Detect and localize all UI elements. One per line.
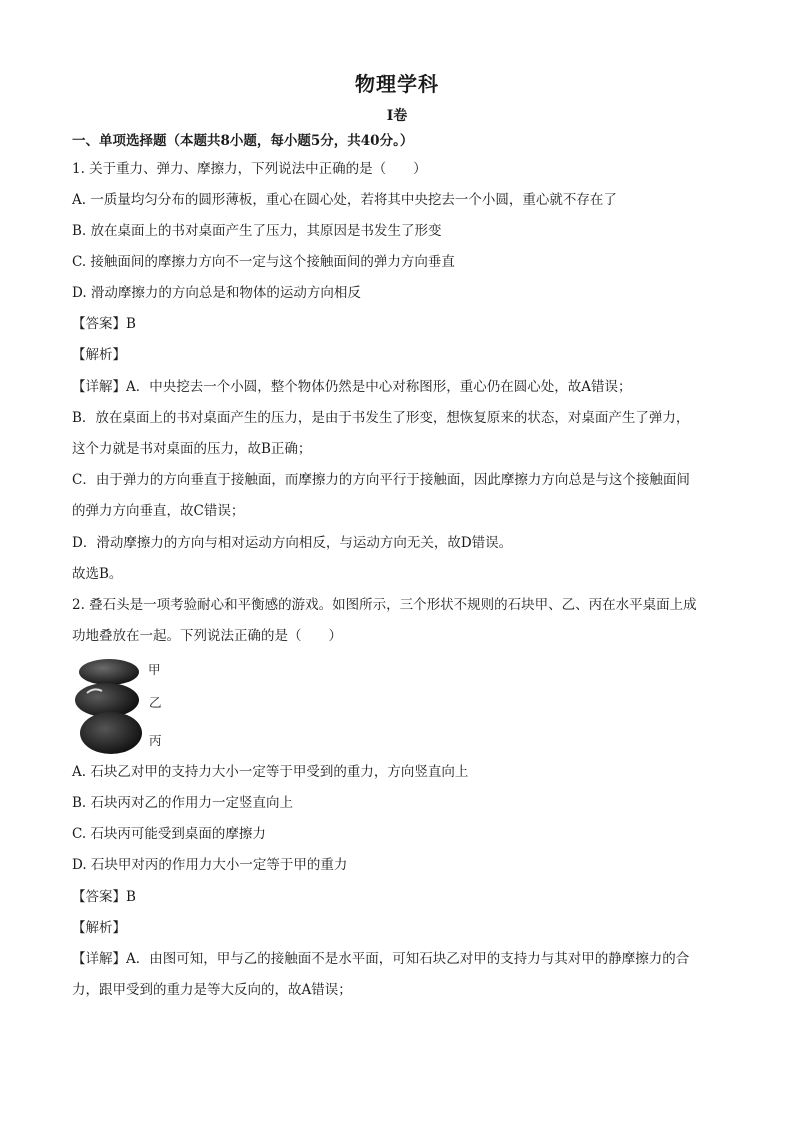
label-yi: 乙 bbox=[149, 695, 162, 710]
q2-option-d: D. 石块甲对丙的作用力大小一定等于甲的重力 bbox=[72, 857, 348, 873]
q1-option-b: B. 放在桌面上的书对桌面产生了压力，其原因是书发生了形变 bbox=[72, 223, 442, 239]
q1-conclusion: 故选B。 bbox=[72, 566, 123, 582]
q1-analysis-label: 【解析】 bbox=[72, 347, 126, 363]
q1-explanation-line: 的弹力方向垂直，故C错误； bbox=[72, 503, 245, 519]
q1-answer: 【答案】B bbox=[72, 316, 136, 332]
stone-jia bbox=[79, 659, 139, 685]
q2-answer: 【答案】B bbox=[72, 889, 136, 905]
q1-explanation-line: B．放在桌面上的书对桌面产生的压力，是由于书发生了形变，想恢复原来的状态，对桌面产生了弹力， bbox=[72, 410, 690, 426]
q2-option-c: C. 石块丙可能受到桌面的摩擦力 bbox=[72, 826, 266, 842]
stone-bing bbox=[80, 712, 142, 754]
q2-stem-line: 功地叠放在一起。下列说法正确的是（ ） bbox=[72, 628, 342, 644]
label-jia: 甲 bbox=[148, 662, 161, 677]
q2-stem-line: 2. 叠石头是一项考验耐心和平衡感的游戏。如图所示，三个形状不规则的石块甲、乙、丙在水平桌面上成 bbox=[72, 597, 697, 613]
label-bing: 丙 bbox=[149, 733, 162, 748]
q2-explanation-line: 【详解】A．由图可知，甲与乙的接触面不是水平面，可知石块乙对甲的支持力与其对甲的静摩擦力的合 bbox=[72, 951, 690, 967]
stone-yi bbox=[75, 683, 139, 717]
stacked-stones-figure bbox=[72, 657, 172, 757]
volume-label: I卷 bbox=[386, 108, 408, 124]
q1-stem: 1. 关于重力、弹力、摩擦力，下列说法中正确的是（ ） bbox=[72, 161, 427, 177]
q2-explanation-line: 力，跟甲受到的重力是等大反向的，故A错误； bbox=[72, 982, 352, 998]
q1-option-a: A. 一质量均匀分布的圆形薄板，重心在圆心处，若将其中央挖去一个小圆，重心就不存在了 bbox=[72, 192, 617, 208]
q2-option-b: B. 石块丙对乙的作用力一定竖直向上 bbox=[72, 795, 294, 811]
q1-explanation-line: 【详解】A．中央挖去一个小圆，整个物体仍然是中心对称图形，重心仍在圆心处，故A错误； bbox=[72, 379, 632, 395]
q2-option-a: A. 石块乙对甲的支持力大小一定等于甲受到的重力，方向竖直向上 bbox=[72, 764, 469, 780]
q1-option-c: C. 接触面间的摩擦力方向不一定与这个接触面间的弹力方向垂直 bbox=[72, 254, 455, 270]
q1-explanation-line: 这个力就是书对桌面的压力，故B正确； bbox=[72, 441, 312, 457]
q2-analysis-label: 【解析】 bbox=[72, 920, 126, 936]
q1-option-d: D. 滑动摩擦力的方向总是和物体的运动方向相反 bbox=[72, 285, 361, 301]
page-title: 物理学科 bbox=[355, 72, 439, 96]
section-heading: 一、单项选择题（本题共8小题，每小题5分，共40分。） bbox=[72, 133, 414, 149]
q1-explanation-line: C．由于弹力的方向垂直于接触面，而摩擦力的方向平行于接触面，因此摩擦力方向总是与这个接触面间 bbox=[72, 472, 690, 488]
q1-explanation-line: D．滑动摩擦力的方向与相对运动方向相反，与运动方向无关，故D错误。 bbox=[72, 535, 513, 551]
